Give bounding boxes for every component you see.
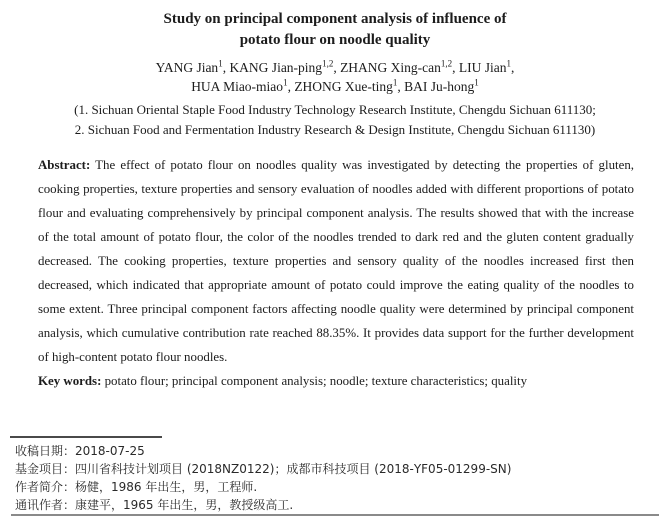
keywords-label: Key words:	[38, 374, 102, 388]
author-name: LIU Jian	[458, 60, 507, 75]
footnote-lines	[15, 442, 670, 514]
author-name: BAI Ju-hong	[404, 79, 475, 94]
author-superscript: 1	[474, 77, 479, 88]
footnote-section	[0, 436, 670, 514]
affiliation-line-2: 2. Sichuan Food and Fermentation Industry Research & Design Institute, Chengdu Sichuan 611130)	[74, 122, 596, 137]
footnote-author-bio: 作者简介：杨健，1986 年出生，男，工程师.	[15, 480, 258, 494]
abstract-label: Abstract:	[38, 158, 91, 172]
paper-title-line-1: Study on principal component analysis of influence of	[163, 11, 507, 27]
author-name: ZHONG Xue-ting	[294, 79, 393, 94]
page-bottom-rule	[11, 514, 659, 516]
author-superscript: 1	[218, 58, 223, 69]
author-list	[20, 58, 650, 96]
footnote-corresponding-author: 通讯作者：康建平，1965 年出生，男，教授级高工.	[15, 498, 294, 512]
paper-title-line-2: potato flour on noodle quality	[239, 32, 431, 48]
abstract-section	[38, 153, 634, 393]
author-name: KANG Jian-ping	[229, 60, 323, 75]
author-superscript: 1	[283, 77, 288, 88]
affiliation-line-1: (1. Sichuan Oriental Staple Food Industry Technology Research Institute, Chengdu Sichuan 611130;	[74, 102, 596, 117]
author-superscript: 1	[392, 77, 398, 88]
author-name: ZHANG Xing-can	[340, 60, 441, 75]
author-line-2: HUA Miao-miao$^1$, ZHONG Xue-ting$^1$, BAI Ju-hong$^1$	[191, 77, 479, 94]
affiliations	[20, 100, 650, 140]
author-superscript: 1,2	[440, 58, 453, 69]
keywords-text: potato flour; principal component analysis; noodle; texture characteristics; quality	[104, 374, 528, 388]
author-superscript: 1	[506, 58, 512, 69]
author-name: HUA Miao-miao	[191, 79, 284, 94]
paper-title	[20, 9, 650, 51]
footnote-separator-rule	[10, 436, 162, 438]
footnote-received-date: 收稿日期：2018-07-25	[15, 444, 145, 458]
abstract-text: The effect of potato flour on noodles quality was investigated by detecting the properties of gluten, cooking properties, texture properties and sensory evaluation of noodles added with different proportions of potato flour and evaluating comprehensively by principal component analysis. The results showed that with the increase of the total amount of potato flour, the color of the noodles trended to dark red and the gluten content gradually decreased. The cooking properties, texture properties and sensory quality of the noodles increased first then decreased, which indicated that appropriate amount of potato could improve the eating quality of the noodles to some extent. Three principal component factors affecting noodle quality were determined by principal component analysis, which cumulative contribution rate reached 88.35%. It provides data support for the further development of high-content potato flour noodles.	[38, 158, 634, 364]
footnote-funding: 基金项目：四川省科技计划项目 (2018NZ0122)；成都市科技项目 (2018-YF05-01299-SN)	[15, 462, 512, 476]
author-superscript: 1,2	[322, 58, 334, 69]
author-line-1: YANG Jian$^1$, KANG Jian-ping$^{1,2}$, ZHANG Xing-can$^{1,2}$, LIU Jian$^1$,	[155, 58, 515, 75]
abstract-paragraph	[38, 153, 634, 369]
author-name: YANG Jian	[155, 60, 219, 75]
keywords-paragraph	[38, 369, 634, 393]
